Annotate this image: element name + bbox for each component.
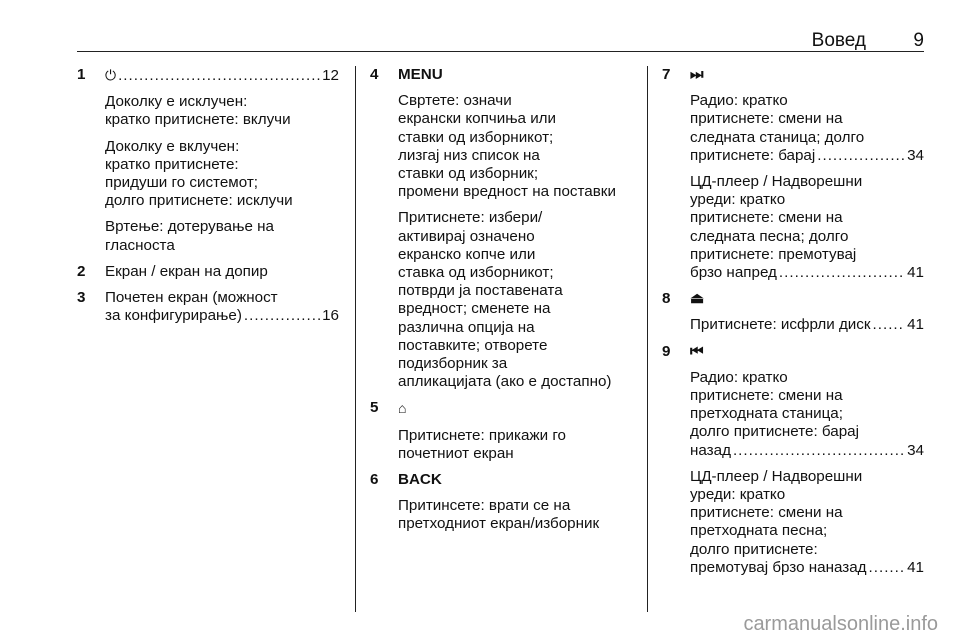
text-line: притиснете: смени на <box>690 209 843 227</box>
text-line: следната песна; долго <box>690 227 849 245</box>
leader-dots <box>118 67 320 85</box>
item-heading <box>690 343 924 361</box>
text-line: долго притиснете: исклучи <box>105 192 293 210</box>
text-line: ЦД-плеер / Надворешни <box>690 173 863 191</box>
item-number: 5 <box>370 399 379 417</box>
page-ref: 41 <box>907 264 924 282</box>
page-ref: 34 <box>907 146 924 164</box>
item-number: 9 <box>662 342 671 360</box>
text-line: назад <box>690 441 731 459</box>
text-line: притиснете: смени на <box>690 387 843 405</box>
item-number: 1 <box>77 66 86 83</box>
text-line: Вртење: дотерување на <box>105 218 274 236</box>
column-divider-1 <box>355 66 356 612</box>
page-ref: 41 <box>907 558 924 576</box>
item-6 <box>370 471 632 534</box>
back-key-label: BACK <box>398 471 442 489</box>
text-line: гласноста <box>105 236 175 254</box>
text-line: екрански копчиња или <box>398 110 557 128</box>
text-line: Притиснете: избери/ <box>398 209 543 227</box>
column-3 <box>662 66 924 585</box>
leader-line <box>690 316 924 334</box>
text-line: претходната станица; <box>690 405 843 423</box>
text-line: уреди: кратко <box>690 191 786 209</box>
paragraph <box>105 93 339 129</box>
next-track-icon: ⏭ <box>690 66 704 83</box>
previous-track-icon: ⏮ <box>690 342 704 360</box>
text-line: Притиснете: исфрли диск <box>690 316 871 334</box>
power-icon: ⏻ <box>105 67 117 83</box>
page-header <box>77 30 924 52</box>
text-line: промени вредност на поставки <box>398 183 616 201</box>
page-ref: 34 <box>907 441 924 459</box>
item-3 <box>77 289 339 325</box>
item-number: 6 <box>370 471 379 489</box>
text-line: Притиснете: прикажи го <box>398 426 566 444</box>
text-line: кратко притиснете: вклучи <box>105 111 291 129</box>
paragraph <box>105 138 339 211</box>
paragraph <box>398 209 632 391</box>
page-ref: 16 <box>322 307 339 325</box>
leader-line <box>105 307 339 325</box>
text-line: претходниот екран/изборник <box>398 515 600 533</box>
item-number: 8 <box>662 290 671 308</box>
section-title: Вовед <box>811 30 866 51</box>
text-line: Почетен екран (можност <box>105 289 278 307</box>
text-line: притиснете: смени на <box>690 504 843 522</box>
item-1 <box>77 66 339 255</box>
text-line: следната станица; долго <box>690 128 865 146</box>
text-line: долго притиснете: <box>690 540 818 558</box>
item-heading <box>690 290 924 308</box>
text-line: премотувај брзо наназад <box>690 558 867 576</box>
item-9 <box>662 343 924 577</box>
text-line: Притинсете: врати се на <box>398 497 571 515</box>
paragraph <box>105 218 339 254</box>
paragraph <box>690 173 924 264</box>
text-line: Радио: кратко <box>690 92 788 110</box>
text-line: брзо напред <box>690 264 777 282</box>
leader-line <box>690 559 924 577</box>
text-line: Доколку е исклучен: <box>105 93 248 111</box>
text-line: екранско копче или <box>398 245 536 263</box>
item-2 <box>77 263 339 281</box>
text-line: долго притиснете: барај <box>690 423 859 441</box>
item-number: 7 <box>662 66 671 83</box>
text-line: придуши го системот; <box>105 174 259 192</box>
text-line: притиснете: премотувај <box>690 245 857 263</box>
home-icon: ⌂ <box>398 400 407 417</box>
text-line: активирај означено <box>398 227 535 245</box>
paragraph <box>398 427 632 463</box>
text-line: подизборник за <box>398 355 508 373</box>
text-line: притиснете: барај <box>690 146 816 164</box>
item-4 <box>370 66 632 391</box>
text-line: почетниот екран <box>398 444 514 462</box>
item-8 <box>662 290 924 334</box>
text-line: Екран / екран на допир <box>105 262 268 280</box>
leader-dots <box>869 559 906 577</box>
paragraph <box>105 289 339 307</box>
leader-line <box>690 147 924 165</box>
text-line: уреди: кратко <box>690 486 786 504</box>
item-5 <box>370 399 632 463</box>
leader-dots <box>244 307 320 325</box>
paragraph <box>398 92 632 201</box>
text-line: Радио: кратко <box>690 368 788 386</box>
text-line: за конфигурирање) <box>105 307 242 325</box>
paragraph <box>105 263 339 281</box>
header-rule <box>77 51 924 52</box>
column-1 <box>77 66 339 333</box>
text-line: лизгај низ список на <box>398 146 540 164</box>
leader-dots <box>779 264 905 282</box>
item-heading <box>105 66 339 85</box>
leader-line <box>690 264 924 282</box>
watermark: carmanualsonline.info <box>743 613 938 635</box>
text-line: апликацијата (ако е достапно) <box>398 373 612 391</box>
text-line: потврди ја поставената <box>398 282 563 300</box>
item-7 <box>662 66 924 282</box>
item-heading <box>398 471 632 489</box>
text-line: различна опција на <box>398 318 535 336</box>
text-line: ставка од изборникот; <box>398 264 554 282</box>
item-number: 2 <box>77 262 86 280</box>
column-divider-2 <box>647 66 648 612</box>
paragraph <box>690 369 924 442</box>
text-line: вредност; сменете на <box>398 300 551 318</box>
text-line: Доколку е вклучен: <box>105 137 240 155</box>
eject-icon: ⏏ <box>690 290 705 308</box>
text-line: поставките; отворете <box>398 336 548 354</box>
page-number: 9 <box>913 30 924 51</box>
text-line: Свртете: означи <box>398 92 512 110</box>
menu-key-label: MENU <box>398 66 443 83</box>
leader-line <box>690 442 924 460</box>
page-ref: 12 <box>322 67 339 84</box>
item-heading <box>690 66 924 84</box>
page-ref: 41 <box>907 316 924 334</box>
paragraph <box>690 92 924 147</box>
column-2 <box>370 66 632 542</box>
text-line: ставки од изборникот; <box>398 128 554 146</box>
text-line: притиснете: смени на <box>690 110 843 128</box>
item-heading <box>398 66 632 84</box>
item-heading <box>398 399 632 418</box>
text-line: ставки од изборник; <box>398 165 539 183</box>
text-line: претходната песна; <box>690 522 828 540</box>
text-line: кратко притиснете: <box>105 155 239 173</box>
paragraph <box>398 497 632 533</box>
item-number: 4 <box>370 66 379 83</box>
leader-dots <box>817 147 905 165</box>
leader-dots <box>733 442 905 460</box>
text-line: ЦД-плеер / Надворешни <box>690 467 863 485</box>
leader-dots <box>873 316 906 334</box>
paragraph <box>690 468 924 559</box>
item-number: 3 <box>77 289 86 307</box>
